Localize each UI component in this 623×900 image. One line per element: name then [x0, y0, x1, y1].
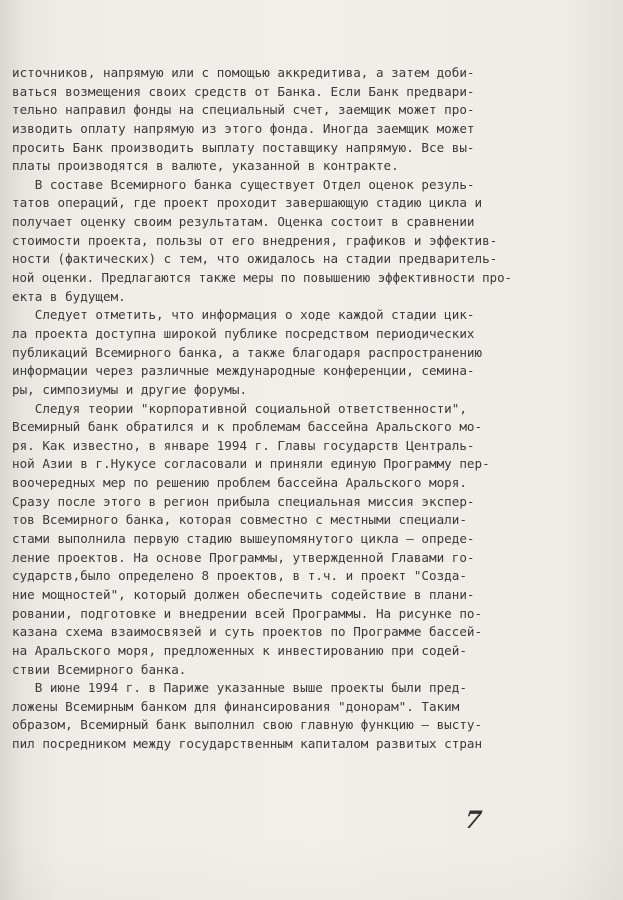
text-line: ной оценки. Предлагаются также меры по повышению эффективности про- [12, 270, 513, 286]
text-line: тельно направил фонды на специальный счет, заемщик может про- [12, 102, 475, 118]
text-line: ности (фактических) с тем, что ожидалось на стадии предваритель- [12, 251, 498, 267]
text-line: ной Азии в г.Нукусе согласовали и приняли единую Программу пер- [12, 456, 490, 472]
text-line: ление проектов. На основе Программы, утвержденной Главами го- [12, 549, 475, 565]
text-line: образом, Всемирный банк выполнил свою главную функцию – высту- [12, 717, 483, 733]
text-line: Следует отметить, что информация о ходе каждой стадии цик- [12, 307, 475, 323]
text-line: просить Банк производить выплату поставщику напрямую. Все вы- [12, 139, 475, 155]
text-line: Следуя теории "корпоративной социальной ответственности", [12, 400, 467, 416]
text-line: информации через различные международные конференции, семина- [12, 363, 475, 379]
text-line: сударств,было определено 8 проектов, в т.ч. и проект "Созда- [12, 568, 467, 584]
text-line: воочередных мер по решению проблем бассейна Аральского моря. [12, 475, 467, 491]
text-line: тов Всемирного банка, которая совместно с местными специали- [12, 512, 467, 528]
page-shadow [0, 840, 623, 900]
text-line: ствии Всемирного банка. [12, 661, 187, 677]
text-line: ваться возмещения своих средств от Банка. Если Банк предвари- [12, 83, 475, 99]
text-line: источников, напрямую или с помощью аккредитива, а затем доби- [12, 65, 475, 80]
text-line: В июне 1994 г. в Париже указанные выше проекты были пред- [12, 680, 467, 696]
text-line: Сразу после этого в регион прибыла специальная миссия экспер- [12, 493, 475, 509]
text-line: публикаций Всемирного банка, а также благодаря распространению [12, 344, 483, 360]
text-line: ние мощностей", который должен обеспечить содействие в плани- [12, 586, 475, 602]
text-line: татов операций, где проект проходит завершающую стадию цикла и [12, 195, 483, 211]
text-line: Всемирный банк обратился и к проблемам бассейна Аральского мо- [12, 419, 483, 435]
text-line: казана схема взаимосвязей и суть проектов по Программе бассей- [12, 624, 483, 640]
text-line: ла проекта доступна широкой публике посредством периодических [12, 325, 475, 341]
text-line: стоимости проекта, пользы от его внедрения, графиков и эффектив- [12, 232, 498, 248]
text-line: ложены Всемирным банком для финансирования "донорам". Таким [12, 698, 460, 714]
text-line: В составе Всемирного банка существует Отдел оценок резуль- [12, 176, 475, 192]
text-line: ры, симпозиумы и другие форумы. [12, 381, 248, 397]
page-number: 7 [462, 805, 484, 834]
text-line: на Аральского моря, предложенных к инвестированию при содей- [12, 642, 467, 658]
text-line: ря. Как известно, в январе 1994 г. Главы государств Централь- [12, 437, 475, 453]
text-line: получает оценку своим результатам. Оценка состоит в сравнении [12, 214, 475, 230]
text-line: изводить оплату напрямую из этого фонда. Иногда заемщик может [12, 120, 475, 136]
text-line: стами выполнила первую стадию вышеупомянутого цикла – опреде- [12, 531, 475, 547]
text-line: екта в будущем. [12, 288, 126, 304]
text-line: пил посредником между государственным капиталом развитых стран [12, 736, 483, 752]
body-text [12, 64, 512, 754]
text-line: платы производятся в валюте, указанной в контракте. [12, 158, 399, 174]
text-line: ровании, подготовке и внедрении всей Программы. На рисунке по- [12, 605, 483, 621]
